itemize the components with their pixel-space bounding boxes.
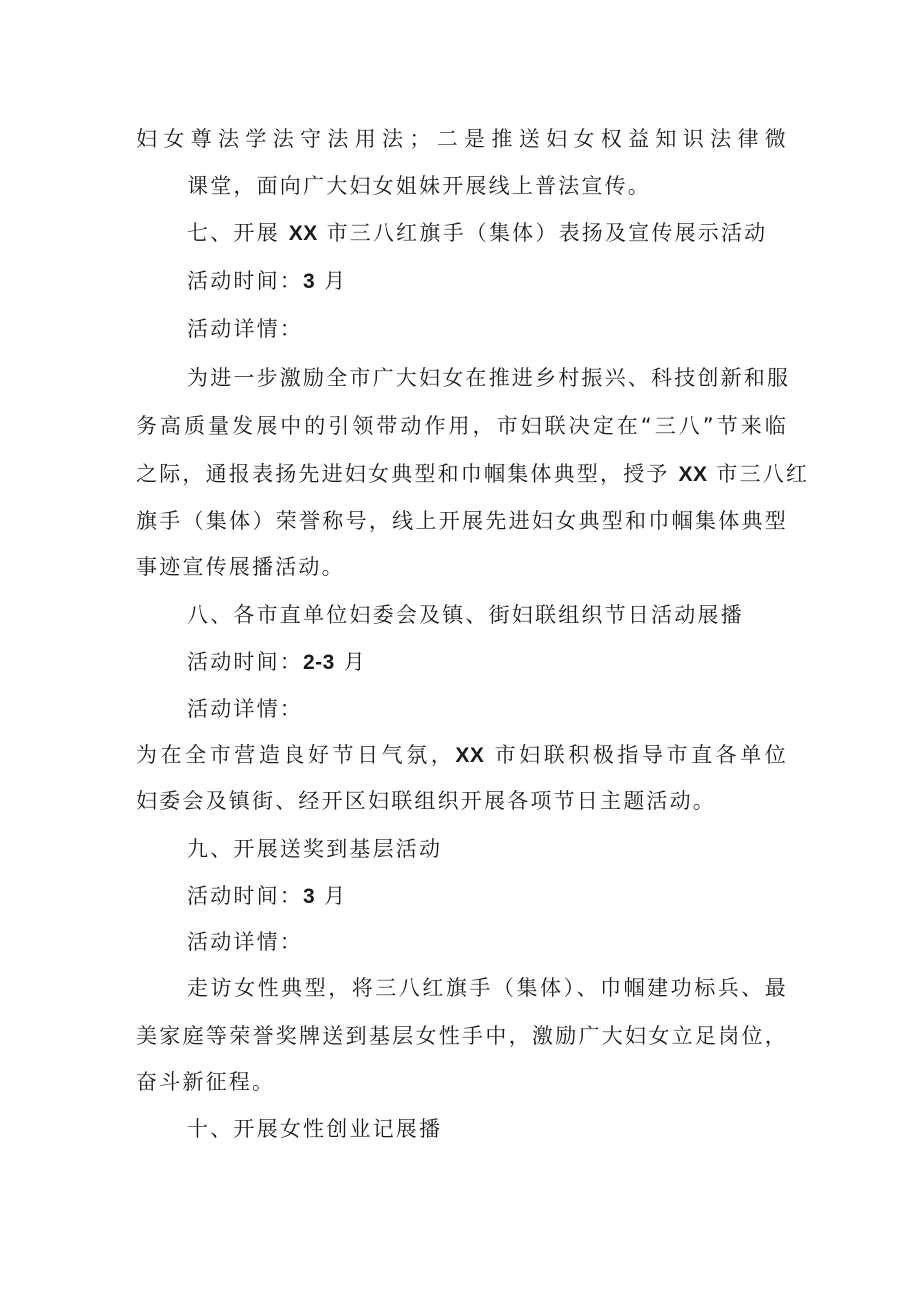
text-segment: 活动详情： (187, 930, 303, 954)
activity-details-label-9 (187, 927, 303, 957)
text-segment: 务高质量发展中的引领带动作用，市妇联决定在“三八”节来临 (136, 414, 788, 438)
text-segment-bold: XX (678, 463, 708, 486)
paragraph-line (136, 740, 788, 771)
text-segment: 市三八红 (707, 462, 810, 486)
paragraph-line (136, 1021, 788, 1051)
text-segment: 事迹宣传展播活动。 (136, 555, 345, 579)
text-segment-bold: 3 (303, 270, 316, 293)
text-segment: 为在全市营造良好节日气氛， (136, 743, 456, 767)
text-segment: 为进一步激励全市广大妇女在推进乡村振兴、科技创新和服 (187, 366, 791, 390)
section-heading-7 (187, 218, 767, 249)
paragraph-line (187, 973, 788, 1003)
text-segment-bold: XX (455, 744, 485, 767)
text-segment: 市三八红旗手（集体）表扬及宣传展示活动 (317, 221, 768, 245)
paragraph-line (136, 1067, 275, 1097)
text-segment-bold: 3 (303, 885, 316, 908)
text-segment: 十、开展女性创业记展播 (187, 1117, 443, 1141)
activity-time-9 (187, 881, 347, 912)
activity-time-7 (187, 266, 347, 297)
text-segment: 活动时间： (187, 884, 303, 908)
paragraph-line (136, 506, 788, 536)
text-segment: 旗手（集体）荣誉称号，线上开展先进妇女典型和巾帼集体典型 (136, 509, 788, 533)
text-segment: 活动详情： (187, 317, 303, 341)
text-segment: 活动时间： (187, 269, 303, 293)
paragraph-line (136, 124, 788, 154)
text-segment: 市妇联积极指导市直各单位 (484, 743, 788, 767)
paragraph-line (187, 171, 651, 201)
text-segment: 妇委会及镇街、经开区妇联组织开展各项节日主题活动。 (136, 789, 716, 813)
text-segment: 奋斗新征程。 (136, 1070, 276, 1094)
paragraph-line (136, 552, 345, 582)
activity-time-8 (187, 647, 367, 678)
activity-details-label-8 (187, 694, 303, 724)
text-segment: 月 (315, 884, 348, 908)
text-segment-bold: 2-3 (303, 651, 335, 674)
text-segment: 课堂，面向广大妇女姐妹开展线上普法宣传。 (187, 174, 651, 198)
text-segment: 月 (334, 650, 367, 674)
text-segment: 九、开展送奖到基层活动 (187, 837, 443, 861)
text-segment: 月 (315, 269, 348, 293)
text-segment: 之际，通报表扬先进妇女典型和巾帼集体典型，授予 (136, 462, 679, 486)
text-segment: 美家庭等荣誉奖牌送到基层女性手中，激励广大妇女立足岗位， (136, 1024, 788, 1048)
section-heading-8 (187, 600, 744, 630)
paragraph-line (187, 363, 791, 393)
section-heading-10 (187, 1114, 442, 1144)
paragraph-line (136, 786, 716, 816)
paragraph-line (136, 459, 810, 490)
text-segment: 活动详情： (187, 697, 303, 721)
text-segment-bold: XX (288, 222, 318, 245)
text-segment: 妇女尊法学法守法用法；二是推送妇女权益知识法律微 (136, 127, 788, 151)
text-segment: 走访女性典型，将三八红旗手（集体）、巾帼建功标兵、最 (187, 976, 788, 1000)
text-segment: 活动时间： (187, 650, 303, 674)
activity-details-label-7 (187, 314, 303, 344)
paragraph-line (136, 411, 788, 441)
text-segment: 八、各市直单位妇委会及镇、街妇联组织节日活动展播 (187, 603, 744, 627)
section-heading-9 (187, 834, 442, 864)
text-segment: 七、开展 (187, 221, 289, 245)
